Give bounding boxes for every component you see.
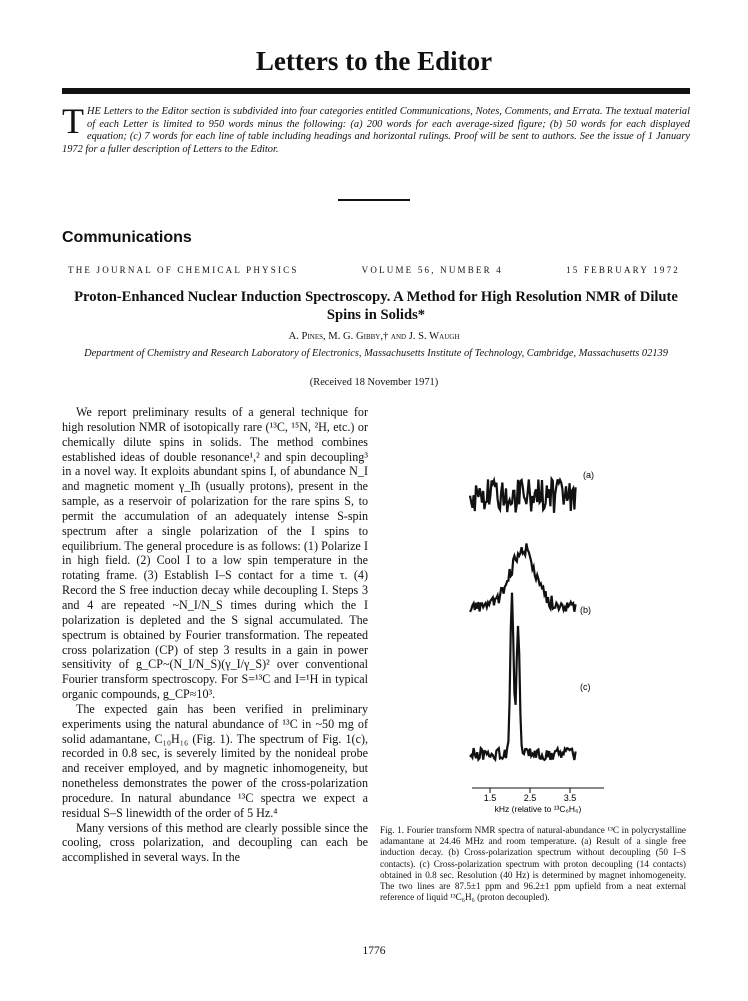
running-head-date: 15 FEBRUARY 1972 [566, 265, 680, 275]
axis-tick-label-2: 2.5 [523, 793, 537, 803]
section-heading: Communications [62, 229, 192, 246]
body-column [62, 405, 368, 865]
running-head-journal: THE JOURNAL OF CHEMICAL PHYSICS [68, 265, 299, 275]
received-date: (Received 18 November 1971) [309, 377, 439, 388]
journal-section-title: Letters to the Editor [255, 46, 493, 76]
figure-1-axis [468, 786, 608, 814]
panel-label-b: (b) [580, 605, 591, 615]
spectrum-trace-b [470, 544, 576, 612]
figure-caption: Fig. 1. Fourier transform NMR spectra of natural-abundance ¹³C in polycrystalline adamantane at 24.46 MHz and room temperature. (a) Result of a single free induction decay. (b) Cross-polarization spectrum without decoupling (50 I–S contacts). (c) Cross-polarization spectrum with proton decoupling (14 contacts) obtained in 0.8 sec. Resolution (40 Hz) is determined by magnet inhomogeneity. The two lines are 87.5±1 ppm and 96.2±1 ppm upfield from a neat external reference of liquid ¹³C₆H₆ (proton decoupled). [380, 825, 686, 903]
spectrum-trace-c [470, 593, 576, 760]
page-number: 1776 [362, 945, 386, 957]
axis-tick-label-1: 1.5 [483, 793, 497, 803]
article-title: Proton-Enhanced Nuclear Induction Spectroscopy. A Method for High Resolution NMR of Dilute Spins in Solids* [74, 289, 678, 323]
intro-dropcap: T [62, 101, 84, 141]
body-paragraph-3: Many versions of this method are clearly possible since the cooling, cross polarization, and decoupling can each be accomplished in several ways. In the [62, 820, 368, 865]
body-paragraph-2: The expected gain has been verified in preliminary experiments using the natural abundance of ¹³C in ~50 mg of solid adamantane, C₁₀H₁₆ (Fig. 1). The spectrum of Fig. 1(c), recorded in 0.8 sec, is severely limited by the nonideal probe and receiver employed, and by magnetic inhomogeneity, but nonetheless demonstrates the power of the cross-polarization procedure. In natural abundance ¹³C spectra we expect a residual S–S linewidth of the order of 5 Hz.⁴ [62, 701, 368, 820]
running-head-volume: VOLUME 56, NUMBER 4 [361, 265, 503, 275]
axis-tick-label-3: 3.5 [563, 793, 577, 803]
figure-1 [468, 456, 613, 776]
article-authors: A. Pines, M. G. Gibby,† and J. S. Waugh [288, 331, 460, 342]
running-head [68, 265, 680, 275]
intro-text: HE Letters to the Editor section is subdivided into four categories entitled Communications, Notes, Comments, and Errata. The textual material of each Letter is limited to 950 words minus the following: (a) 200 words for each average-sized figure; (b) 50 words for each displayed equation; (c) 7 words for each line of table including headings and horizontal rulings. Proof will be sent to authors. See the issue of 1 January 1972 for a fuller description of Letters to the Editor. [62, 106, 690, 155]
divider-rule [338, 199, 410, 201]
article-affiliation: Department of Chemistry and Research Laboratory of Electronics, Massachusetts Institute of Technology, Cambridge, Massachusetts 02139 [84, 348, 668, 359]
axis-svg [468, 786, 608, 814]
figure-1-spectra [468, 456, 613, 776]
axis-label: kHz (relative to ¹³C₆H₆) [494, 804, 582, 814]
section-intro [62, 101, 690, 156]
title-rule [62, 88, 690, 94]
spectrum-trace-a [470, 479, 576, 513]
panel-label-a: (a) [583, 470, 594, 480]
panel-label-c: (c) [580, 682, 591, 692]
body-paragraph-1: We report preliminary results of a general technique for high resolution NMR of isotopically rare (¹³C, ¹⁵N, ²H, etc.) or chemically dilute spins in solids. The method combines established ideas of double resonance¹,² and spin decoupling³ in a novel way. It exploits abundant spins I, of abundance N_I and magnetic moment γ_Iħ (usually protons), present in the sample, as a reservoir of polarization for the rare spins S, to permit the accumulation of an adequately intense S-spin spectrum after a single polarization of the I spins to equilibrium. The general procedure is as follows: (1) Polarize I in high field. (2) Cool I to a low spin temperature in the rotating frame. (3) Establish I–S contact for a time τ. (4) Record the S free induction decay while decoupling I. Steps 3 and 4 are repeated ~N_I/N_S times during which the I polarization is depleted and the S signal accumulated. The spectrum is obtained by Fourier transformation. The repeated cross polarization (CP) of step 3 results in a gain in power sensitivity of g_CP~(N_I/N_S)(γ_I/γ_S)² over conventional Fourier transform spectroscopy. For S=¹³C and I=¹H in typical organic compounds, g_CP≈10³. [62, 405, 368, 702]
